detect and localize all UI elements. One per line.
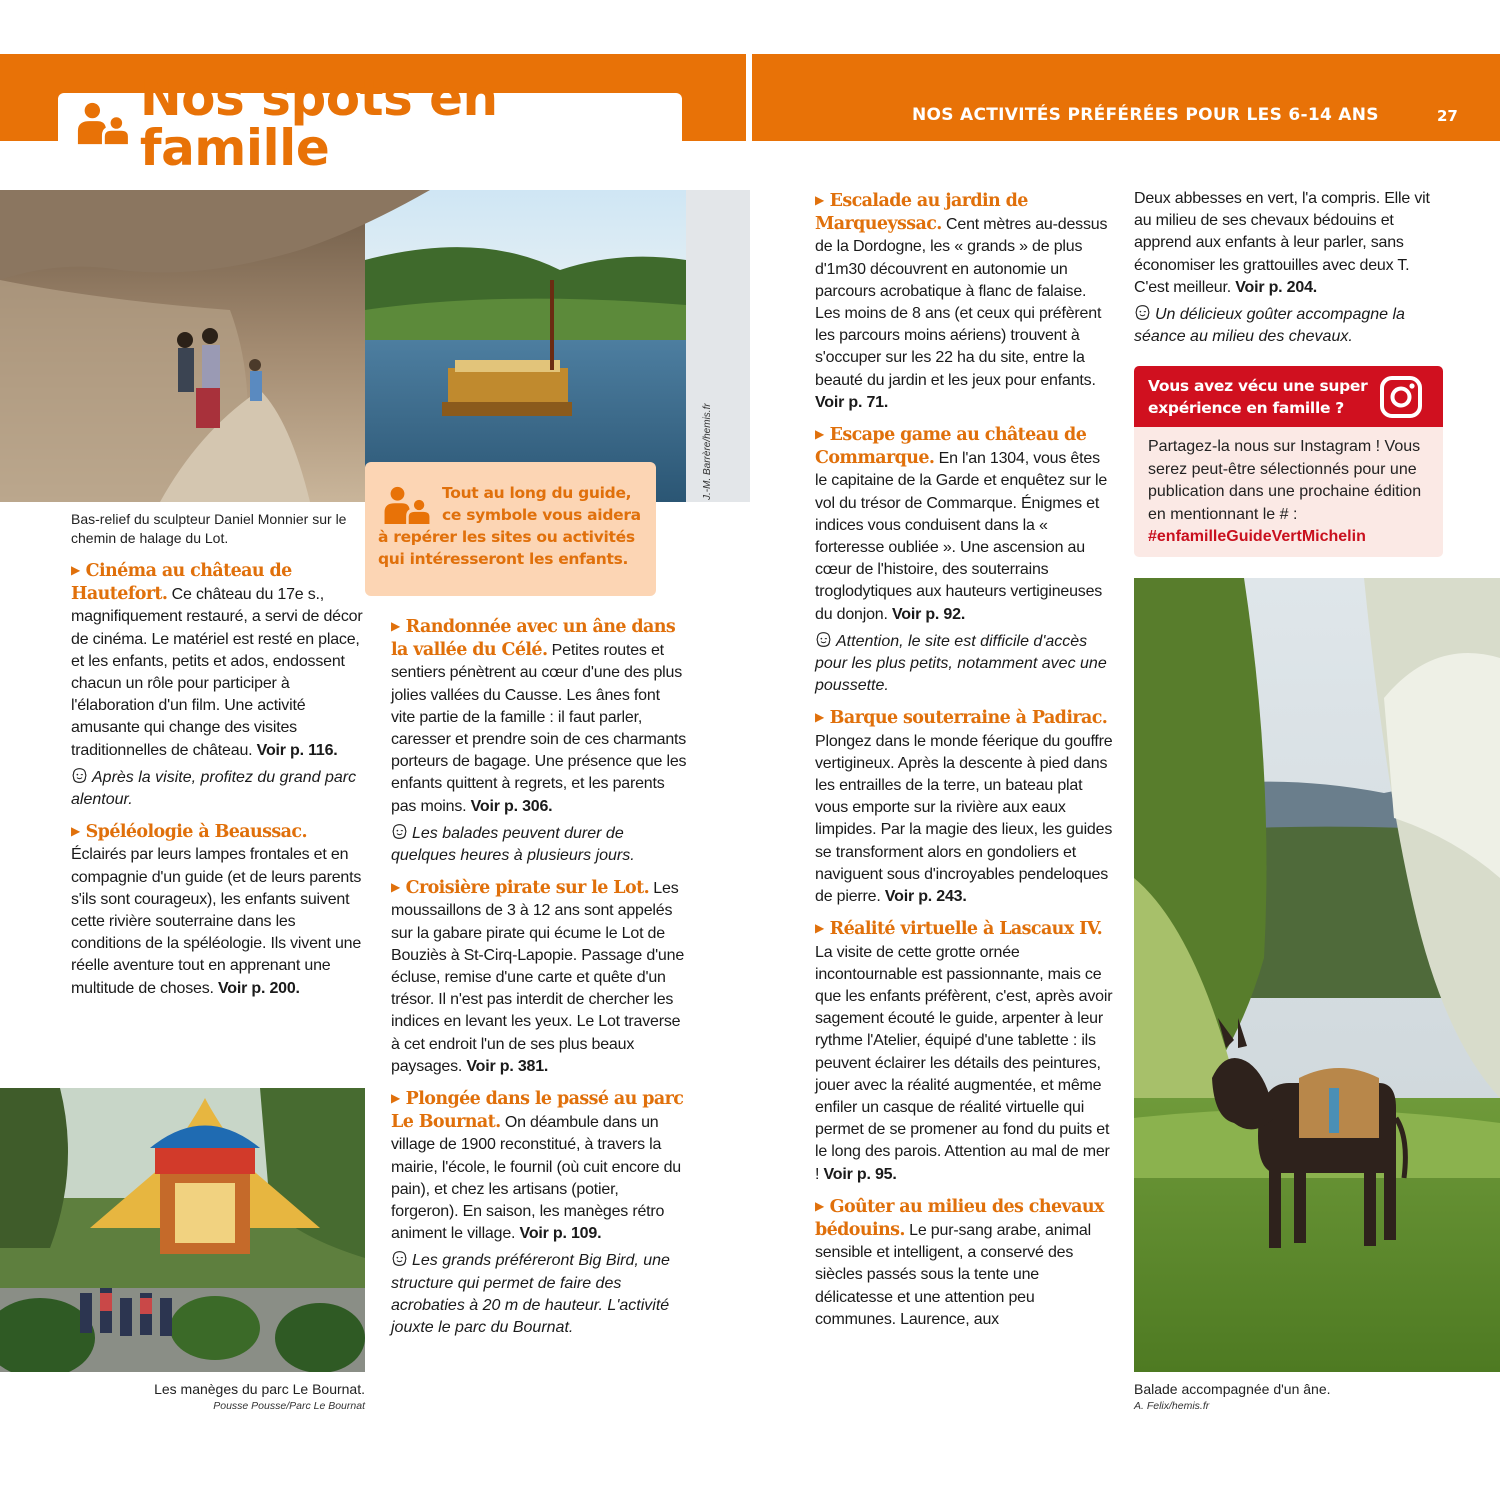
running-head: NOS ACTIVITÉS PRÉFÉRÉES POUR LES 6-14 ANS [912,105,1379,125]
triangle-bullet-icon: ▶ [815,710,824,725]
column-1 [71,560,363,1010]
article-body: Ce château du 17e s., magnifiquement restauré, a servi de décor de cinéma. Le matériel est resté en place, et les enfants, petits et ados, endossent chacun un rôle pour participer à l'élaboration d'un film. Une activité amusante qui change des visites traditionnelles de château. [71,586,363,759]
article [815,1196,1115,1331]
article-title: ▶ Escape game au château de Commarque. [815,425,1087,469]
photo-caption: Balade accompagnée d'un âne. [1134,1381,1331,1397]
tip: Les grands préféreront Big Bird, une structure qui permet de faire des acrobaties à 20 m de hauteur. L'activité jouxte le parc du Bournat. [391,1252,670,1337]
header-band-right [752,54,1500,141]
triangle-bullet-icon: ▶ [391,1091,400,1106]
section-title-tab [58,69,682,177]
photo-caption-block [1134,1380,1464,1413]
bib-smiley-icon [71,767,88,784]
instagram-box [1134,366,1443,557]
article [815,190,1115,414]
instagram-box-body: Partagez-la nous sur Instagram ! Vous serez peut-être sélectionnés pour une publication dans une prochaine édition en mentionnant le # : #enfamilleGuideVertMichelin [1148,438,1422,545]
photo-credit: A. Felix/hemis.fr [1134,1400,1210,1412]
photo-carousel-park [0,1088,365,1372]
triangle-bullet-icon: ▶ [71,824,80,839]
article-body: Le pur-sang arabe, animal sensible et intelligent, a conservé des siècles passés sous la tente une délicatesse et une attention peu communes. Laurence, aux [815,1221,1091,1328]
article-title: ▶ Spéléologie à Beaussac. [71,822,307,843]
photo-cliff-towpath [0,190,686,502]
article [391,877,687,1078]
triangle-bullet-icon: ▶ [391,619,400,633]
article-body: Plongez dans le monde féerique du gouffre vertigineux. Après la descente à pied dans les entrailles de la terre, un bateau plat vous emporte sur la rivière aux eaux limpides. Par la magie des lieux, les guides se transforment alors en gondoliers et naviguent sous d'incroyables pendeloques de pierre. [815,732,1113,906]
instagram-icon [1379,375,1423,419]
photo-credit: Pousse Pousse/Parc Le Bournat [213,1400,365,1412]
bib-smiley-icon [815,631,832,648]
article-body: Petites routes et sentiers pénètrent au cœur d'une des plus jolies vallées du Causse. Les ânes font vite partie de la famille : il faut parler, caresser et prendre soin de ces charmants porteurs de bagage. Une présence que les enfants quittent à regrets, et les parents pas moins. [391,642,687,815]
article-title: ▶ Plongée dans le passé au parc Le Bournat. [391,1089,684,1133]
photo-caption: Bas-relief du sculpteur Daniel Monnier sur le chemin de halage du Lot. [71,511,347,546]
article-title: ▶ Réalité virtuelle à Lascaux IV. [815,919,1103,940]
article [815,918,1115,1185]
page-reference: Voir p. 381. [466,1057,549,1075]
article-title: ▶ Escalade au jardin de Marqueyssac. [815,191,1028,235]
article-title: ▶ Goûter au milieu des chevaux bédouins. [815,1196,1104,1240]
article [71,560,363,811]
article-body: On déambule dans un village de 1900 reconstitué, à travers la mairie, l'école, le fournil (où cuit encore du pain), et chez les artisans (potier, forgeron). En saison, les manèges rétro animent le village. [391,1114,682,1243]
article-body: Éclairés par leurs lampes frontales et en compagnie d'un guide (et de leurs parents s'ils sont courageux), les enfants suivent cette rivière souterraine dans les conditions de la spéléologie. Ils vivent une réelle aventure tout en apprenant une multitude de choses. [71,846,362,997]
page-reference: Voir p. 109. [519,1225,602,1243]
bib-smiley-icon [391,1250,408,1267]
triangle-bullet-icon: ▶ [71,563,80,577]
column-3 [815,190,1115,1341]
page-reference: Voir p. 116. [256,741,338,759]
tip: Un délicieux goûter accompagne la séance au milieu des chevaux. [1134,306,1405,346]
column-2 [391,616,687,1349]
article-body: La visite de cette grotte ornée incontournable est passionnante, mais ce que les enfants préfèrent, c'est, après avoir sagement écouté le guide, arpenter à leur rythme l'Atelier, équipé d'une tablette : ils peuvent éclairer les détails des peintures, jouer avec la réalité augmentée, et même enfiler un casque de réalité virtuelle qui permet de se promener au fond du puits et le long des parois. Attention au mal de mer ! [815,943,1113,1183]
article-continued [1134,188,1446,348]
photo-caption: Les manèges du parc Le Bournat. [154,1381,365,1397]
triangle-bullet-icon: ▶ [815,193,824,207]
bib-smiley-icon [391,823,408,840]
tip: Attention, le site est difficile d'accès pour les plus petits, notamment avec une poussette. [815,632,1107,695]
article-body: En l'an 1304, vous êtes le capitaine de la Garde et enquêtez sur le vol du trésor de Commarque. Énigmes et indices vous conduisent dans la « forteresse oubliée ». Une ascension au cœur de l'histoire, des souterrains troglodytiques aux hauteurs vertigineuses du donjon. [815,450,1108,623]
article [815,424,1115,697]
instagram-heading: Vous avez vécu une super expérience en famille ? [1148,377,1368,417]
photo-caption-block [0,1380,365,1413]
page-reference: Voir p. 243. [884,888,967,906]
article [391,1088,687,1339]
triangle-bullet-icon: ▶ [815,427,824,442]
tip: Après la visite, profitez du grand parc alentour. [71,768,357,809]
page-number: 27 [1437,107,1458,125]
page-title: Nos spots en famille [139,69,498,177]
article-body: Deux abbesses en vert, l'a compris. Elle vit au milieu de ses chevaux bédouins et apprend aux enfants à leur parler, sans économiser les grattouilles avec deux T. C'est meilleur. [1134,190,1430,296]
page-reference: Voir p. 204. [1235,278,1318,296]
page-reference: Voir p. 71. [815,393,889,411]
article-title: ▶ Cinéma au château de Hautefort. [71,561,292,605]
page-reference: Voir p. 306. [470,797,553,815]
article-title: ▶ Barque souterraine à Padirac. [815,708,1108,729]
triangle-bullet-icon: ▶ [391,880,400,895]
page-reference: Voir p. 95. [823,1165,897,1183]
triangle-bullet-icon: ▶ [815,921,824,936]
callout-text: Tout au long du guide, ce symbole vous aidera à repérer les sites ou activités qui intéresseront les enfants. [378,484,641,568]
photo-donkey-meadow [1134,578,1500,1372]
article-title: ▶ Croisière pirate sur le Lot. [391,878,650,899]
photo-credit: J.-M. Barrère/hemis.fr [702,403,713,500]
instagram-box-header [1134,366,1443,427]
article-body: Cent mètres au-dessus de la Dordogne, les « grands » de plus d'1m30 découvrent en autonomie un parcours acrobatique à flanc de falaise. Les moins de 8 ans (et ceux qui préfèrent les parcours moins aériens) trouvent à s'occuper sur les 22 ha du site, entre la beauté du jardin et les jeux pour enfants. [815,216,1108,389]
kids-symbol-callout [365,462,656,596]
family-icon [76,101,130,145]
page-reference: Voir p. 200. [218,979,300,997]
hashtag: #enfamilleGuideVertMichelin [1148,528,1366,545]
article [815,707,1115,908]
tip: Les balades peuvent durer de quelques heures à plusieurs jours. [391,824,635,865]
article [391,616,687,867]
bib-smiley-icon [1134,304,1151,321]
article [71,821,363,1000]
column-4 [1134,188,1446,358]
family-icon [382,486,432,524]
page-reference: Voir p. 92. [891,605,966,623]
triangle-bullet-icon: ▶ [815,1198,824,1213]
article-title: ▶ Randonnée avec un âne dans la vallée du Célé. [391,617,676,661]
article-body: Les moussaillons de 3 à 12 ans sont appelés sur la gabare pirate qui écume le Lot de Bouziès à St-Cirq-Lapopie. Passage d'une écluse, remise d'une carte et quête d'un trésor. Il n'est pas interdit de chercher les indices en levant les yeux. Le Lot traverse à cet endroit l'un de ses plus beaux paysages. [391,880,685,1075]
